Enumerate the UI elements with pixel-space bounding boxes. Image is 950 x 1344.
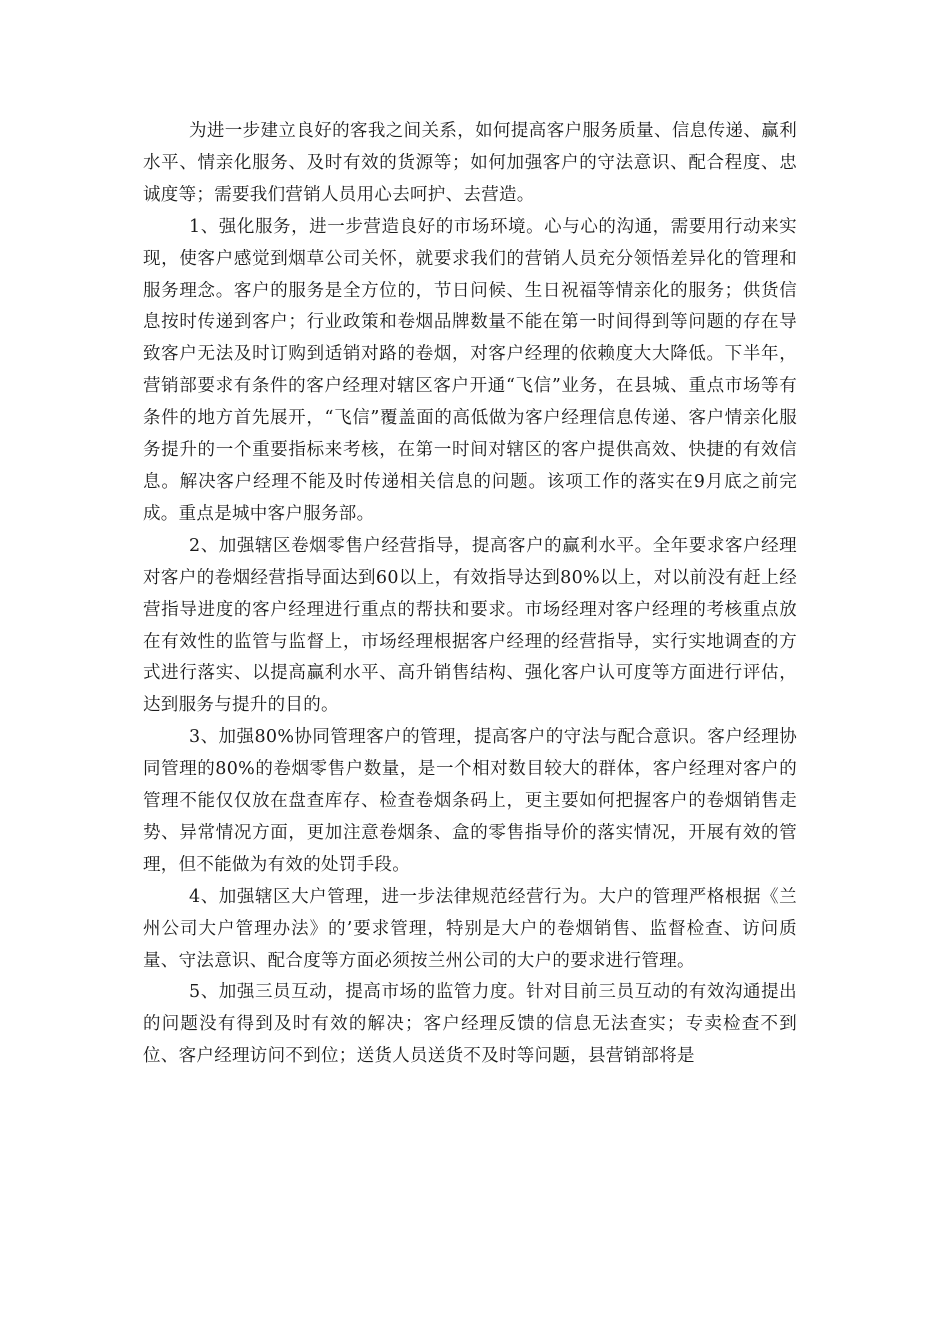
paragraph-item-2: 2、加强辖区卷烟零售户经营指导，提高客户的赢利水平。全年要求客户经理对客户的卷烟经营指导面达到60以上，有效指导达到80%以上，对以前没有赶上经营指导进度的客户经理进行重点的帮扶和要求。市场经理对客户经理的考核重点放在有效性的监管与监督上，市场经理根据客户经理的经营指导，实行实地调查的方式进行落实、以提高赢利水平、高升销售结构、强化客户认可度等方面进行评估，达到服务与提升的目的。 — [143, 535, 797, 716]
paragraph-item-5: 5、加强三员互动，提高市场的监管力度。针对目前三员互动的有效沟通提出的问题没有得到及时有效的解决；客户经理反馈的信息无法查实；专卖检查不到位、客户经理访问不到位；送货人员送货不及时等问题，县营销部将是 — [143, 982, 797, 1067]
paragraph-item-4: 4、加强辖区大户管理，进一步法律规范经营行为。大户的管理严格根据《兰州公司大户管理办法》的’要求管理，特别是大户的卷烟销售、监督检查、访问质量、守法意识、配合度等方面必须按兰州公司的大户的要求进行管理。 — [143, 886, 797, 971]
document-body — [143, 116, 797, 1073]
paragraph-item-3: 3、加强80%协同管理客户的管理，提高客户的守法与配合意识。客户经理协同管理的80%的卷烟零售户数量，是一个相对数目较大的群体，客户经理对客户的管理不能仅仅放在盘查库存、检查卷烟条码上，更主要如何把握客户的卷烟销售走势、异常情况方面，更加注意卷烟条、盒的零售指导价的落实情况，开展有效的管理，但不能做为有效的处罚手段。 — [143, 727, 797, 875]
paragraph-intro: 为进一步建立良好的客我之间关系，如何提高客户服务质量、信息传递、赢利水平、情亲化服务、及时有效的货源等；如何加强客户的守法意识、配合程度、忠诚度等；需要我们营销人员用心去呵护、去营造。 — [143, 121, 797, 205]
paragraph-item-1: 1、强化服务，进一步营造良好的市场环境。心与心的沟通，需要用行动来实现，使客户感觉到烟草公司关怀，就要求我们的营销人员充分领悟差异化的管理和服务理念。客户的服务是全方位的，节日问候、生日祝福等情亲化的服务；供货信息按时传递到客户；行业政策和卷烟品牌数量不能在第一时间得到等问题的存在导致客户无法及时订购到适销对路的卷烟，对客户经理的依赖度大大降低。下半年，营销部要求有条件的客户经理对辖区客户开通“飞信”业务，在县城、重点市场等有条件的地方首先展开，“飞信”覆盖面的高低做为客户经理信息传递、客户情亲化服务提升的一个重要指标来考核，在第一时间对辖区的客户提供高效、快捷的有效信息。解决客户经理不能及时传递相关信息的问题。该项工作的落实在9月底之前完成。重点是城中客户服务部。 — [143, 216, 797, 524]
